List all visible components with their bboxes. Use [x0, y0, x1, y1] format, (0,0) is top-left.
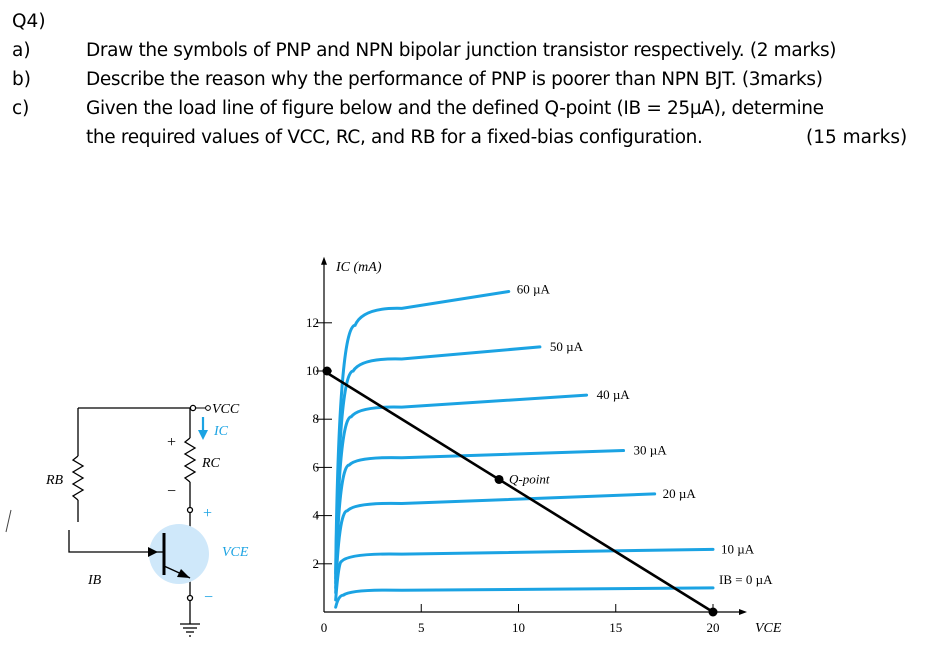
x-tick-label: 5 — [418, 620, 425, 635]
rc-label: RC — [202, 456, 220, 471]
vce-plus: + — [203, 505, 213, 522]
curve-label: IB = 0 µA — [719, 571, 773, 587]
ib-label: IB — [88, 573, 102, 588]
y-tick-label: 8 — [312, 411, 319, 427]
ib-curve — [336, 347, 540, 578]
ib-curve — [336, 451, 624, 588]
curve-label: 10 µA — [721, 541, 755, 557]
part-c-text-line1: Given the load line of figure below and the defined Q-point (IB = 25µA), determine — [86, 98, 824, 119]
ib-curve — [336, 549, 713, 600]
rc-minus: − — [167, 483, 177, 500]
y-tick-label: 6 — [312, 459, 319, 475]
rb-label: RB — [46, 473, 64, 488]
chart-load-line — [323, 367, 718, 617]
ic-label: IC — [214, 424, 228, 439]
load-line-start-point — [323, 367, 332, 376]
curve-label: 20 µA — [662, 485, 696, 501]
vce-minus: − — [204, 589, 214, 606]
y-tick-label: 2 — [312, 555, 319, 571]
part-a-text: Draw the symbols of PNP and NPN bipolar junction transistor respectively. (2 marks) — [86, 40, 837, 61]
part-a-label: a) — [12, 40, 31, 61]
ib-curve — [336, 494, 655, 593]
vcc-label: VCC — [212, 402, 240, 417]
ib-curve — [336, 588, 713, 607]
y-axis-label: IC (mA) — [336, 259, 382, 275]
vce-label: VCE — [222, 545, 249, 560]
part-b-label: b) — [12, 69, 31, 90]
y-tick-label: 10 — [306, 363, 319, 378]
load-line — [324, 371, 713, 612]
part-c-text-line2: the required values of VCC, RC, and RB for a fixed-bias configuration. — [86, 127, 703, 148]
rc-plus: + — [167, 434, 177, 451]
curve-label: 60 µA — [516, 281, 550, 297]
chart-curves — [336, 281, 773, 607]
x-tick-label: 0 — [320, 620, 328, 635]
part-c-marks: (15 marks) — [806, 127, 908, 148]
question-number: Q4) — [12, 11, 46, 32]
load-line-end-point — [709, 608, 718, 617]
curve-label: 50 µA — [549, 338, 584, 354]
chart-axes — [306, 257, 782, 636]
curve-label: 30 µA — [633, 442, 667, 458]
q-point-label: Q-point — [509, 471, 550, 487]
x-axis-label: VCE — [755, 621, 782, 636]
x-axis-arrow-icon — [739, 609, 747, 615]
x-tick-label: 20 — [706, 620, 720, 635]
y-tick-label: 12 — [306, 314, 319, 330]
y-tick-label: 4 — [312, 507, 319, 523]
part-b-text: Describe the reason why the performance of PNP is poorer than NPN BJT. (3marks) — [86, 69, 823, 90]
x-tick-label: 10 — [512, 620, 525, 635]
part-c-label: c) — [12, 98, 30, 119]
y-axis-arrow-icon — [321, 257, 327, 265]
q-point-marker — [495, 475, 504, 484]
x-tick-label: 15 — [609, 620, 623, 635]
curve-label: 40 µA — [596, 387, 630, 403]
